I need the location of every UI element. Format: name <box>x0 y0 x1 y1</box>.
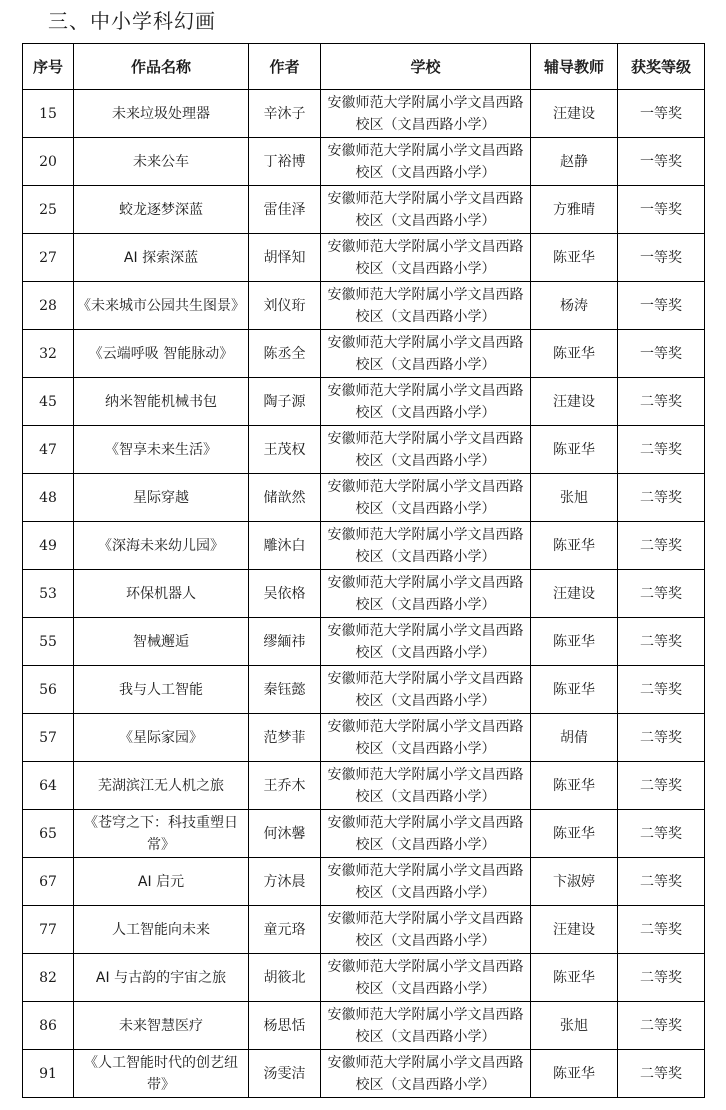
cell-author: 雕沐白 <box>249 522 321 570</box>
cell-teacher: 陈亚华 <box>531 954 618 1002</box>
cell-school: 安徽师范大学附属小学文昌西路校区（文昌西路小学） <box>321 570 531 618</box>
cell-title: AI 探索深蓝 <box>74 234 249 282</box>
cell-title: 《未来城市公园共生图景》 <box>74 282 249 330</box>
cell-no: 56 <box>23 666 74 714</box>
table-row <box>23 618 705 666</box>
section-title: 三、中小学科幻画 <box>48 9 216 33</box>
table-row <box>23 282 705 330</box>
cell-author: 吴依格 <box>249 570 321 618</box>
cell-award: 二等奖 <box>618 954 705 1002</box>
header-title: 作品名称 <box>74 44 249 90</box>
cell-title: 纳米智能机械书包 <box>74 378 249 426</box>
header-author: 作者 <box>249 44 321 90</box>
cell-no: 20 <box>23 138 74 186</box>
cell-award: 二等奖 <box>618 426 705 474</box>
cell-teacher: 张旭 <box>531 474 618 522</box>
cell-award: 二等奖 <box>618 714 705 762</box>
cell-award: 二等奖 <box>618 810 705 858</box>
cell-title: 芜湖滨江无人机之旅 <box>74 762 249 810</box>
cell-no: 86 <box>23 1002 74 1050</box>
cell-author: 胡怿知 <box>249 234 321 282</box>
table-row <box>23 666 705 714</box>
table-body <box>23 90 705 1098</box>
cell-teacher: 陈亚华 <box>531 762 618 810</box>
cell-school: 安徽师范大学附属小学文昌西路校区（文昌西路小学） <box>321 522 531 570</box>
cell-award: 一等奖 <box>618 138 705 186</box>
cell-school: 安徽师范大学附属小学文昌西路校区（文昌西路小学） <box>321 426 531 474</box>
cell-award: 一等奖 <box>618 90 705 138</box>
cell-teacher: 陈亚华 <box>531 1050 618 1098</box>
cell-author: 童元珞 <box>249 906 321 954</box>
cell-title: 未来垃圾处理器 <box>74 90 249 138</box>
cell-title: 未来智慧医疗 <box>74 1002 249 1050</box>
cell-school: 安徽师范大学附属小学文昌西路校区（文昌西路小学） <box>321 858 531 906</box>
cell-author: 储歆然 <box>249 474 321 522</box>
cell-author: 方沐晨 <box>249 858 321 906</box>
cell-author: 汤雯洁 <box>249 1050 321 1098</box>
cell-teacher: 陈亚华 <box>531 618 618 666</box>
cell-award: 二等奖 <box>618 762 705 810</box>
cell-teacher: 赵静 <box>531 138 618 186</box>
table-row <box>23 570 705 618</box>
cell-school: 安徽师范大学附属小学文昌西路校区（文昌西路小学） <box>321 186 531 234</box>
table-row <box>23 1050 705 1098</box>
cell-no: 48 <box>23 474 74 522</box>
cell-award: 二等奖 <box>618 1002 705 1050</box>
cell-no: 25 <box>23 186 74 234</box>
cell-no: 53 <box>23 570 74 618</box>
cell-school: 安徽师范大学附属小学文昌西路校区（文昌西路小学） <box>321 906 531 954</box>
cell-author: 何沐馨 <box>249 810 321 858</box>
cell-school: 安徽师范大学附属小学文昌西路校区（文昌西路小学） <box>321 378 531 426</box>
table-header-row <box>23 44 705 90</box>
table-row <box>23 522 705 570</box>
cell-school: 安徽师范大学附属小学文昌西路校区（文昌西路小学） <box>321 474 531 522</box>
cell-no: 28 <box>23 282 74 330</box>
cell-title: 《苍穹之下：科技重塑日常》 <box>74 810 249 858</box>
cell-school: 安徽师范大学附属小学文昌西路校区（文昌西路小学） <box>321 282 531 330</box>
header-school: 学校 <box>321 44 531 90</box>
cell-school: 安徽师范大学附属小学文昌西路校区（文昌西路小学） <box>321 1050 531 1098</box>
cell-no: 64 <box>23 762 74 810</box>
cell-author: 辛沐子 <box>249 90 321 138</box>
header-award: 获奖等级 <box>618 44 705 90</box>
cell-award: 二等奖 <box>618 474 705 522</box>
cell-title: AI 与古韵的宇宙之旅 <box>74 954 249 1002</box>
header-no: 序号 <box>23 44 74 90</box>
cell-no: 15 <box>23 90 74 138</box>
cell-teacher: 陈亚华 <box>531 330 618 378</box>
cell-author: 陶子源 <box>249 378 321 426</box>
cell-school: 安徽师范大学附属小学文昌西路校区（文昌西路小学） <box>321 138 531 186</box>
cell-award: 二等奖 <box>618 906 705 954</box>
cell-no: 45 <box>23 378 74 426</box>
cell-title: 《人工智能时代的创艺纽带》 <box>74 1050 249 1098</box>
table-row <box>23 138 705 186</box>
cell-school: 安徽师范大学附属小学文昌西路校区（文昌西路小学） <box>321 666 531 714</box>
header-teacher: 辅导教师 <box>531 44 618 90</box>
cell-author: 雷佳泽 <box>249 186 321 234</box>
cell-no: 32 <box>23 330 74 378</box>
cell-title: 我与人工智能 <box>74 666 249 714</box>
awards-table <box>22 43 705 1098</box>
cell-school: 安徽师范大学附属小学文昌西路校区（文昌西路小学） <box>321 330 531 378</box>
cell-no: 77 <box>23 906 74 954</box>
cell-school: 安徽师范大学附属小学文昌西路校区（文昌西路小学） <box>321 714 531 762</box>
cell-award: 二等奖 <box>618 1050 705 1098</box>
cell-teacher: 汪建设 <box>531 906 618 954</box>
cell-no: 55 <box>23 618 74 666</box>
cell-teacher: 卞淑婷 <box>531 858 618 906</box>
table-row <box>23 906 705 954</box>
cell-award: 一等奖 <box>618 186 705 234</box>
cell-author: 王茂权 <box>249 426 321 474</box>
cell-no: 65 <box>23 810 74 858</box>
table-row <box>23 330 705 378</box>
cell-author: 王乔木 <box>249 762 321 810</box>
cell-school: 安徽师范大学附属小学文昌西路校区（文昌西路小学） <box>321 618 531 666</box>
table-row <box>23 810 705 858</box>
cell-school: 安徽师范大学附属小学文昌西路校区（文昌西路小学） <box>321 762 531 810</box>
cell-award: 二等奖 <box>618 858 705 906</box>
cell-award: 二等奖 <box>618 378 705 426</box>
cell-title: AI 启元 <box>74 858 249 906</box>
cell-title: 《云端呼吸 智能脉动》 <box>74 330 249 378</box>
cell-school: 安徽师范大学附属小学文昌西路校区（文昌西路小学） <box>321 1002 531 1050</box>
cell-teacher: 汪建设 <box>531 90 618 138</box>
cell-award: 二等奖 <box>618 618 705 666</box>
cell-teacher: 陈亚华 <box>531 522 618 570</box>
cell-author: 杨思恬 <box>249 1002 321 1050</box>
cell-no: 67 <box>23 858 74 906</box>
cell-school: 安徽师范大学附属小学文昌西路校区（文昌西路小学） <box>321 810 531 858</box>
cell-author: 范梦菲 <box>249 714 321 762</box>
cell-title: 《智享未来生活》 <box>74 426 249 474</box>
table-row <box>23 378 705 426</box>
cell-no: 57 <box>23 714 74 762</box>
cell-award: 一等奖 <box>618 282 705 330</box>
cell-award: 二等奖 <box>618 522 705 570</box>
cell-award: 一等奖 <box>618 234 705 282</box>
cell-teacher: 汪建设 <box>531 570 618 618</box>
cell-author: 陈丞全 <box>249 330 321 378</box>
cell-teacher: 杨涛 <box>531 282 618 330</box>
cell-title: 星际穿越 <box>74 474 249 522</box>
cell-teacher: 汪建设 <box>531 378 618 426</box>
cell-no: 49 <box>23 522 74 570</box>
table-row <box>23 426 705 474</box>
cell-award: 一等奖 <box>618 330 705 378</box>
table-row <box>23 186 705 234</box>
cell-title: 人工智能向未来 <box>74 906 249 954</box>
cell-author: 丁裕博 <box>249 138 321 186</box>
cell-teacher: 胡倩 <box>531 714 618 762</box>
table-row <box>23 762 705 810</box>
table-row <box>23 90 705 138</box>
cell-award: 二等奖 <box>618 666 705 714</box>
cell-no: 47 <box>23 426 74 474</box>
cell-author: 秦钰懿 <box>249 666 321 714</box>
cell-title: 蛟龙逐梦深蓝 <box>74 186 249 234</box>
cell-no: 91 <box>23 1050 74 1098</box>
cell-author: 缪緬祎 <box>249 618 321 666</box>
cell-title: 未来公车 <box>74 138 249 186</box>
cell-school: 安徽师范大学附属小学文昌西路校区（文昌西路小学） <box>321 90 531 138</box>
cell-title: 环保机器人 <box>74 570 249 618</box>
table-row <box>23 234 705 282</box>
cell-school: 安徽师范大学附属小学文昌西路校区（文昌西路小学） <box>321 954 531 1002</box>
table-row <box>23 1002 705 1050</box>
table-row <box>23 858 705 906</box>
cell-school: 安徽师范大学附属小学文昌西路校区（文昌西路小学） <box>321 234 531 282</box>
cell-teacher: 陈亚华 <box>531 666 618 714</box>
cell-no: 27 <box>23 234 74 282</box>
cell-teacher: 陈亚华 <box>531 810 618 858</box>
cell-author: 刘仪珩 <box>249 282 321 330</box>
cell-title: 《深海未来幼儿园》 <box>74 522 249 570</box>
cell-title: 智械邂逅 <box>74 618 249 666</box>
cell-teacher: 陈亚华 <box>531 234 618 282</box>
cell-teacher: 陈亚华 <box>531 426 618 474</box>
table-row <box>23 714 705 762</box>
cell-teacher: 张旭 <box>531 1002 618 1050</box>
table-row <box>23 474 705 522</box>
cell-award: 二等奖 <box>618 570 705 618</box>
cell-author: 胡筱北 <box>249 954 321 1002</box>
cell-teacher: 方雅晴 <box>531 186 618 234</box>
table-row <box>23 954 705 1002</box>
cell-title: 《星际家园》 <box>74 714 249 762</box>
cell-no: 82 <box>23 954 74 1002</box>
